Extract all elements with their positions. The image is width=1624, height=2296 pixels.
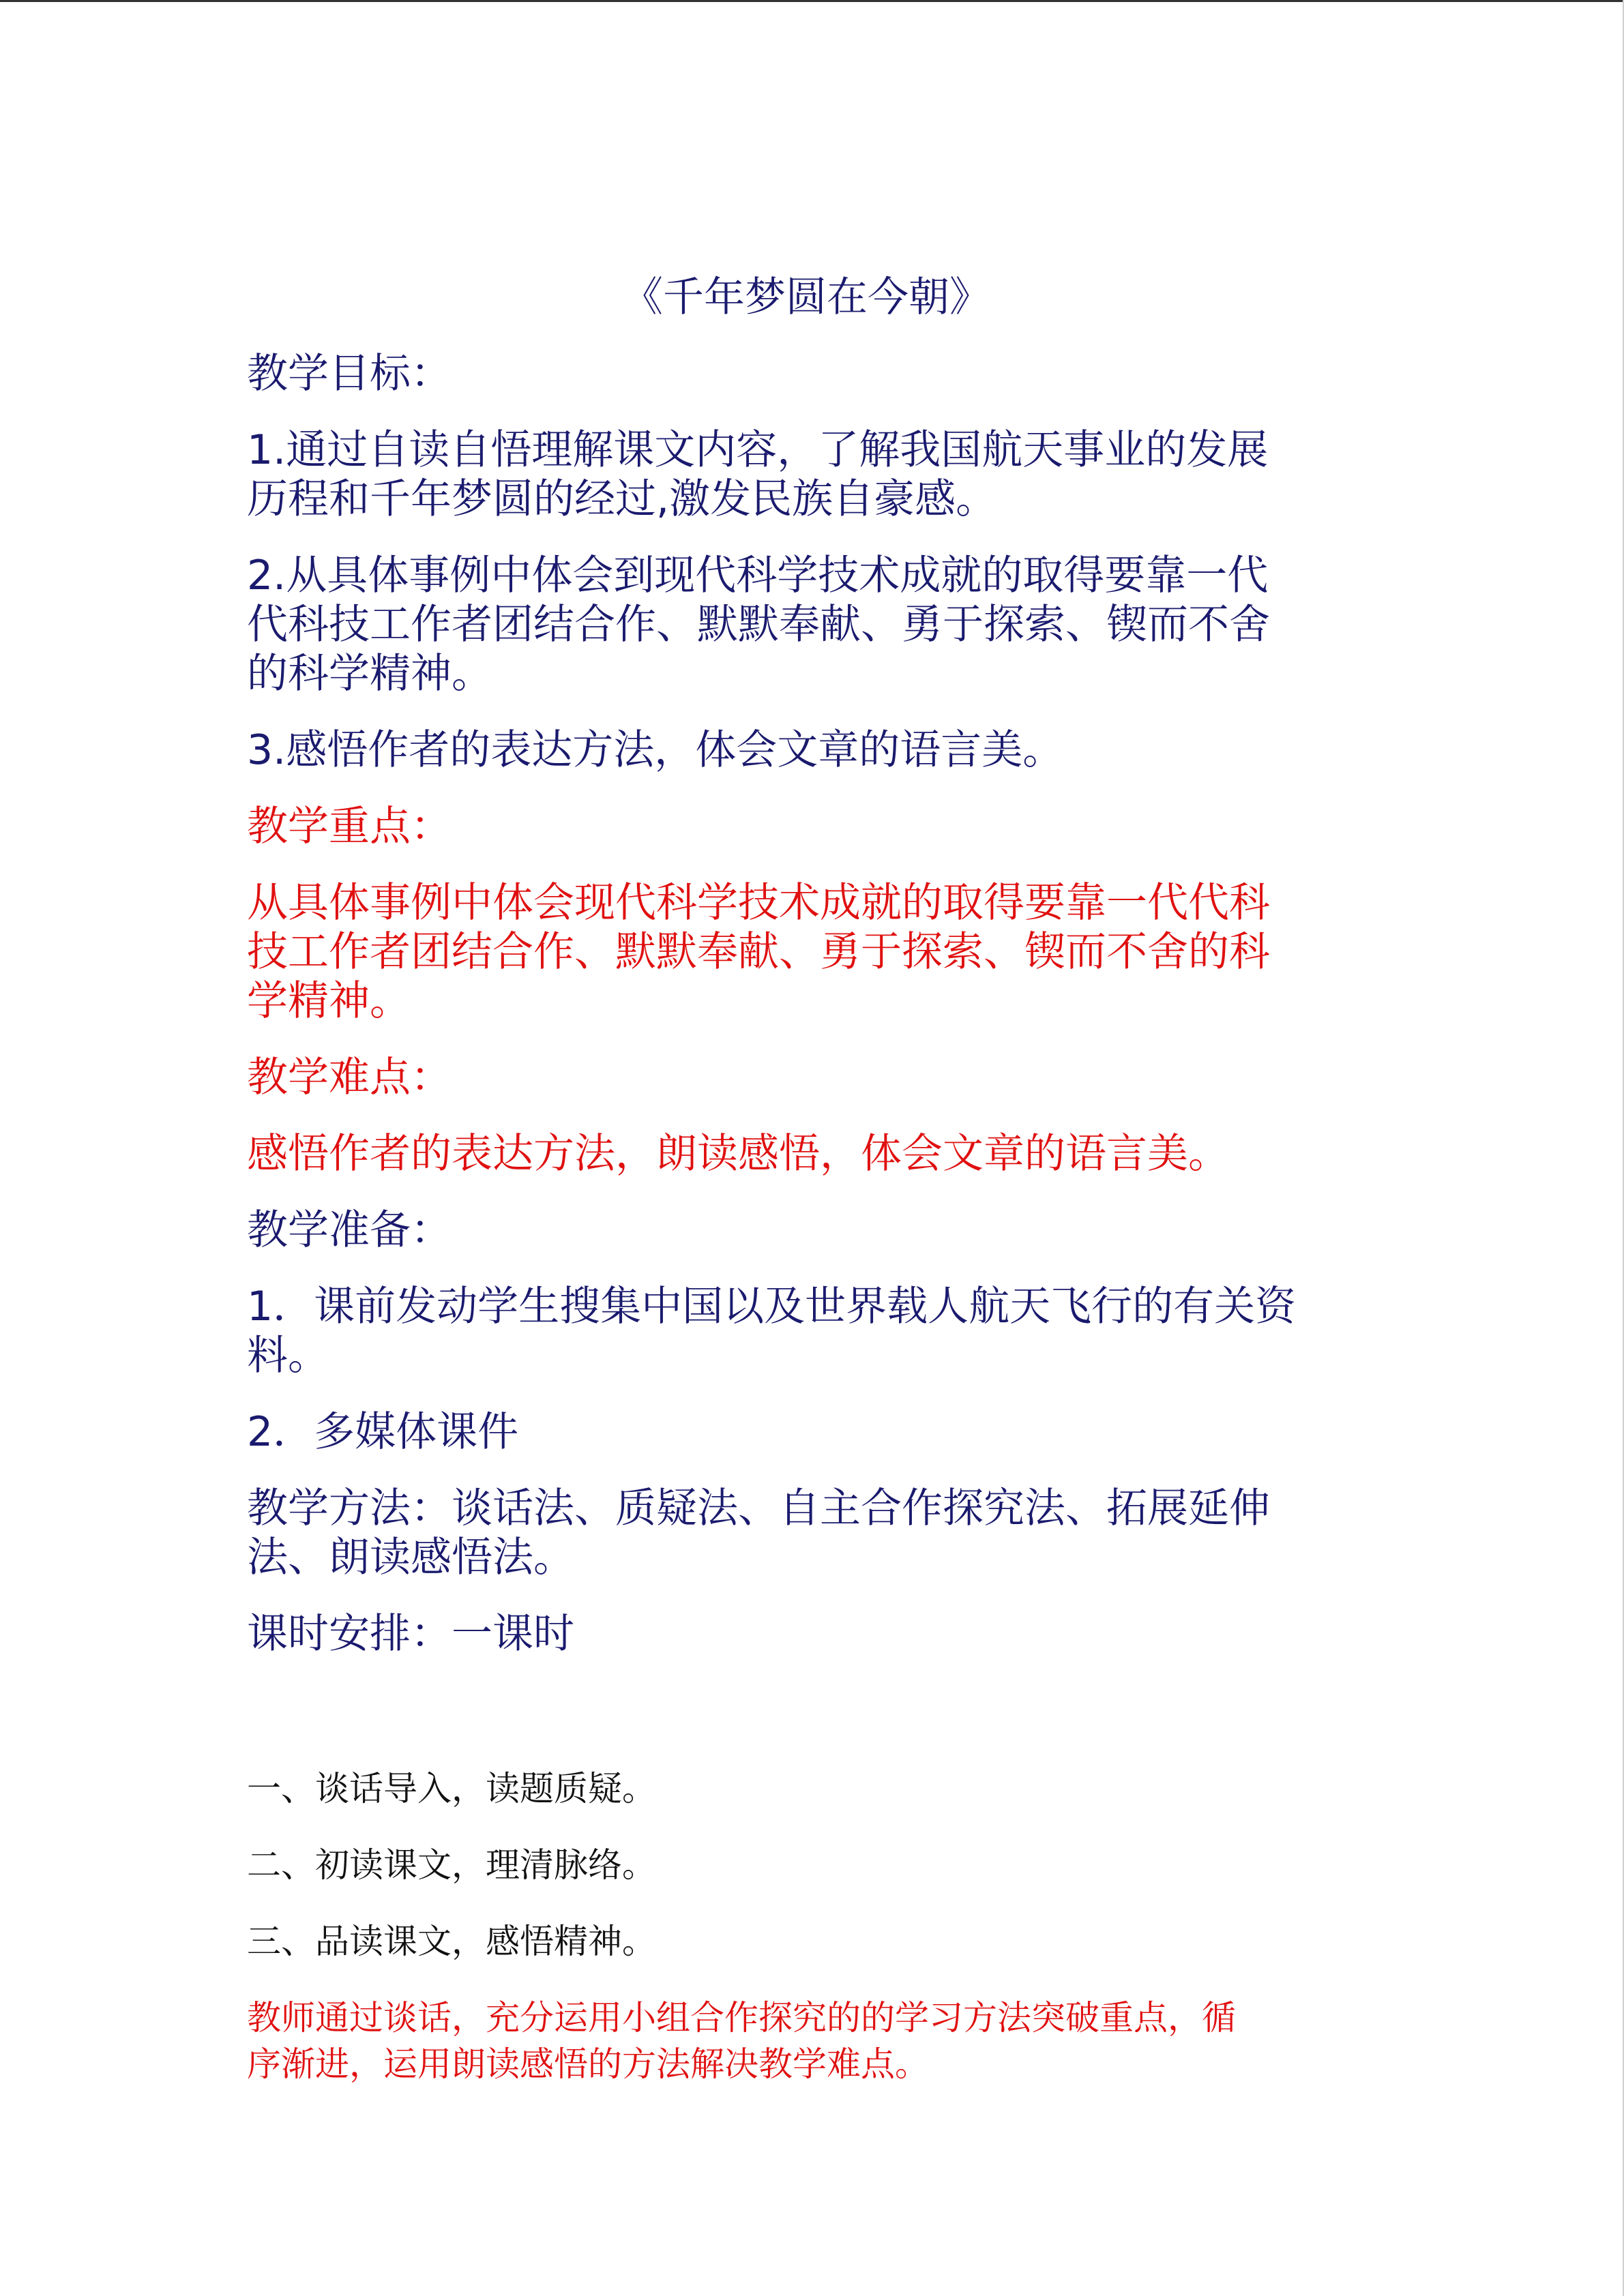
objective-2-line-1: 2.从具体事例中体会到现代科学技术成就的取得要靠一代 xyxy=(247,552,1269,599)
objective-1-line-2: 历程和千年梦圆的经过,激发民族自豪感。 xyxy=(247,475,997,523)
difficulty-heading: 教学难点： xyxy=(247,1054,452,1101)
schedule: 课时安排：一课时 xyxy=(247,1610,574,1658)
methods-line-1: 教学方法：谈话法、质疑法、自主合作探究法、拓展延伸 xyxy=(247,1485,1270,1532)
objectives-heading: 教学目标： xyxy=(247,350,452,398)
document-title: 《千年梦圆在今朝》 xyxy=(622,273,990,321)
page-top-border xyxy=(0,0,1624,2)
objective-2-line-2: 代科技工作者团结合作、默默奉献、勇于探索、锲而不舍 xyxy=(247,601,1270,648)
key-point-line-1: 从具体事例中体会现代科学技术成就的取得要靠一代代科 xyxy=(247,879,1270,927)
methods-line-2: 法、朗读感悟法。 xyxy=(247,1534,574,1581)
step-1: 一、谈话导入，读题质疑。 xyxy=(247,1769,656,1808)
key-point-heading: 教学重点： xyxy=(247,803,452,850)
objective-1-line-1: 1.通过自读自悟理解课文内容，了解我国航天事业的发展 xyxy=(247,426,1269,474)
preparation-2: 2．多媒体课件 xyxy=(247,1408,519,1456)
step-2: 二、初读课文，理清脉络。 xyxy=(247,1845,656,1885)
objective-3-line-1: 3.感悟作者的表达方法，体会文章的语言美。 xyxy=(247,726,1064,774)
step-3: 三、品读课文，感悟精神。 xyxy=(247,1922,656,1961)
summary-line-2: 序渐进，运用朗读感悟的方法解决教学难点。 xyxy=(247,2044,929,2084)
preparation-1-line-2: 料。 xyxy=(247,1332,329,1380)
preparation-heading: 教学准备： xyxy=(247,1206,452,1254)
key-point-line-2: 技工作者团结合作、默默奉献、勇于探索、锲而不舍的科 xyxy=(247,928,1270,976)
summary-line-1: 教师通过谈话，充分运用小组合作探究的的学习方法突破重点，循 xyxy=(247,1998,1236,2038)
preparation-1-line-1: 1．课前发动学生搜集中国以及世界载人航天飞行的有关资 xyxy=(247,1283,1297,1330)
objective-2-line-3: 的科学精神。 xyxy=(247,650,492,698)
difficulty-text: 感悟作者的表达方法，朗读感悟，体会文章的语言美。 xyxy=(247,1130,1229,1178)
key-point-line-3: 学精神。 xyxy=(247,977,411,1025)
